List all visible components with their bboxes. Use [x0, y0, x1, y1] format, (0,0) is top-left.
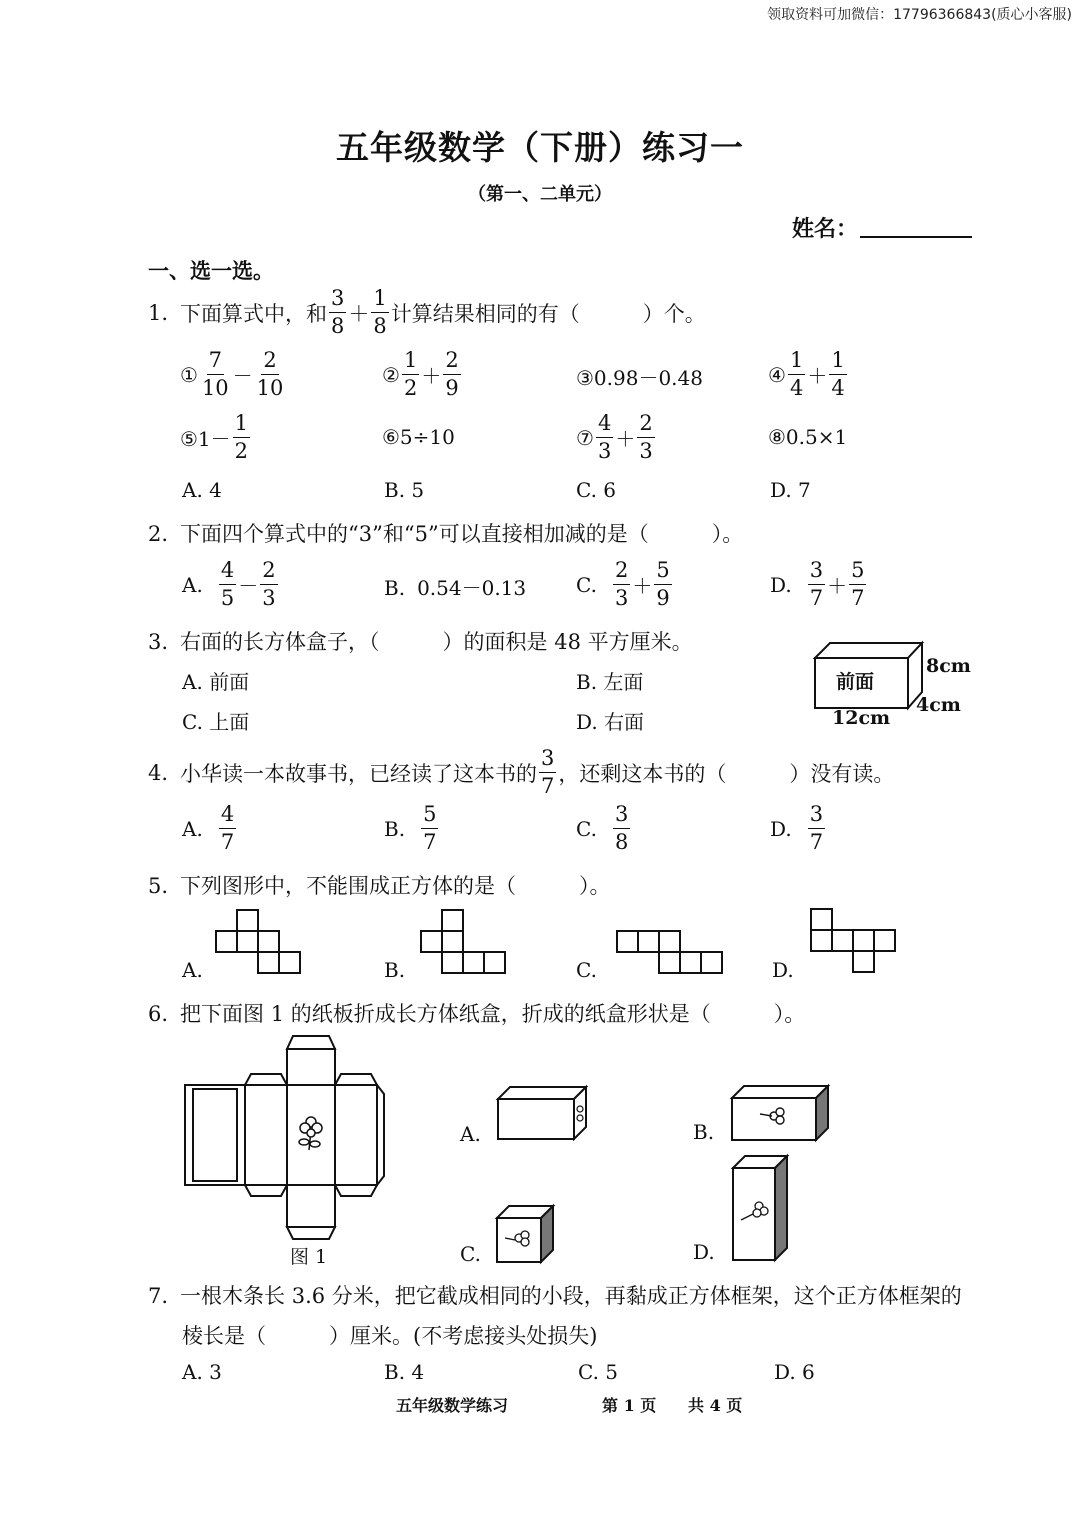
question-7: 7. 一根木条长 3.6 分米，把它截成相同的小段，再黏成正方体框架，这个正方体框架的 — [148, 1284, 962, 1308]
choice-b[interactable]: B. 5 — [384, 478, 425, 502]
choice-c[interactable]: C. 6 — [576, 478, 617, 502]
choice-d[interactable]: D. 6 — [774, 1360, 815, 1384]
choice-d[interactable]: D. 7 — [770, 478, 811, 502]
name-label: 姓名： — [792, 216, 859, 242]
q1-item-2: ② $\frac{1}{2}$ ＋ $\frac{2}{9}$ — [382, 348, 459, 400]
fraction: $\frac{3}{8}$ — [331, 286, 345, 338]
choice-c[interactable]: C. 上面 — [182, 710, 250, 734]
choice-a[interactable]: A. — [182, 958, 203, 982]
section-heading: 一、选一选。 — [148, 258, 274, 283]
choice-d[interactable]: D. 右面 — [576, 710, 645, 734]
cube-net-d — [810, 906, 900, 976]
box-option-d — [731, 1154, 801, 1264]
choice-a[interactable]: A. 前面 — [182, 670, 250, 694]
q1-item-8: ⑧0.5×1 — [768, 425, 848, 449]
box-option-c — [495, 1204, 565, 1274]
footer-title: 五年级数学练习 — [396, 1396, 509, 1415]
question-text: 计算结果相同的有（ ）个。 — [390, 301, 706, 326]
question-6: 6. 把下面图 1 的纸板折成长方体纸盒，折成的纸盒形状是（ ）。 — [148, 1002, 806, 1026]
question-7-line-2: 棱长是（ ）厘米。(不考虑接头处损失) — [182, 1324, 598, 1348]
page-subtitle: （第一、二单元） — [468, 184, 612, 205]
header-note: 领取资料可加微信：17796366843(质心小客服) — [767, 7, 1072, 23]
q1-item-5: ⑤1－ $\frac{1}{2}$ — [180, 411, 249, 463]
question-number: 1. — [148, 300, 169, 325]
choice-a[interactable]: A. 4 — [182, 478, 222, 502]
question-3: 3. 右面的长方体盒子，（ ）的面积是 48 平方厘米。 — [148, 630, 693, 654]
choice-a[interactable]: A. — [460, 1122, 481, 1146]
choice-b[interactable]: B. 左面 — [576, 670, 644, 694]
choice-c[interactable]: C. $\frac{2}{3}$ ＋ $\frac{5}{9}$ — [576, 558, 670, 610]
choice-c[interactable]: C. — [576, 958, 597, 982]
question-2: 2. 下面四个算式中的“3”和“5”可以直接相加减的是（ ）。 — [148, 522, 744, 546]
box-option-a — [496, 1085, 596, 1145]
box-option-b — [730, 1084, 840, 1144]
box-face-label: 前面 — [836, 671, 875, 693]
choice-d[interactable]: D. — [693, 1240, 715, 1264]
question-4: 4. 小华读一本故事书，已经读了这本书的 $\frac{3}{7}$ ，还剩这本书的（ ）没有读。 — [148, 746, 895, 798]
choice-c[interactable]: C. $\frac{3}{8}$ — [576, 802, 629, 854]
box-depth-label: 4cm — [916, 694, 961, 716]
choice-a[interactable]: A. $\frac{4}{7}$ — [182, 802, 235, 854]
cube-net-b — [420, 908, 510, 978]
q1-item-6: ⑥5÷10 — [382, 425, 455, 449]
question-text: 下面算式中，和 — [180, 301, 328, 326]
footer-total: 共 4 页 — [688, 1396, 743, 1415]
choice-a[interactable]: A. 3 — [182, 1360, 222, 1384]
cube-net-a — [215, 908, 305, 978]
q1-item-7: ⑦ $\frac{4}{3}$ ＋ $\frac{2}{3}$ — [576, 411, 653, 463]
question-1 — [148, 288, 706, 337]
cube-net-c — [616, 928, 726, 998]
figure-1-caption: 图 1 — [290, 1246, 328, 1268]
question-5: 5. 下列图形中，不能围成正方体的是（ ）。 — [148, 874, 611, 898]
choice-b[interactable]: B. $\frac{5}{7}$ — [384, 802, 437, 854]
box-height-label: 8cm — [926, 655, 971, 677]
page-title: 五年级数学（下册）练习一 — [336, 128, 744, 167]
choice-c[interactable]: C. — [460, 1242, 481, 1266]
q1-item-3: ③0.98－0.48 — [576, 366, 703, 390]
choice-c[interactable]: C. 5 — [578, 1360, 619, 1384]
choice-b[interactable]: B. 0.54－0.13 — [384, 576, 527, 600]
footer-page: 第 1 页 — [602, 1396, 657, 1415]
q1-item-1: ① $\frac{7}{10}$ － $\frac{2}{10}$ — [180, 348, 284, 400]
choice-d[interactable]: D. — [772, 958, 794, 982]
fraction: $\frac{1}{8}$ — [373, 286, 387, 338]
box-length-label: 12cm — [832, 707, 891, 729]
net-figure-1 — [183, 1034, 423, 1244]
operator: ＋ — [348, 301, 370, 326]
q1-item-4: ④ $\frac{1}{4}$ ＋ $\frac{1}{4}$ — [768, 348, 845, 400]
choice-d[interactable]: D. $\frac{3}{7}$ ＋ $\frac{5}{7}$ — [770, 558, 865, 610]
choice-b[interactable]: B. — [384, 958, 406, 982]
choice-b[interactable]: B. 4 — [384, 1360, 425, 1384]
choice-d[interactable]: D. $\frac{3}{7}$ — [770, 802, 824, 854]
choice-b[interactable]: B. — [693, 1120, 715, 1144]
choice-a[interactable]: A. $\frac{4}{5}$ － $\frac{2}{3}$ — [182, 558, 276, 610]
name-blank-line[interactable] — [860, 236, 972, 238]
